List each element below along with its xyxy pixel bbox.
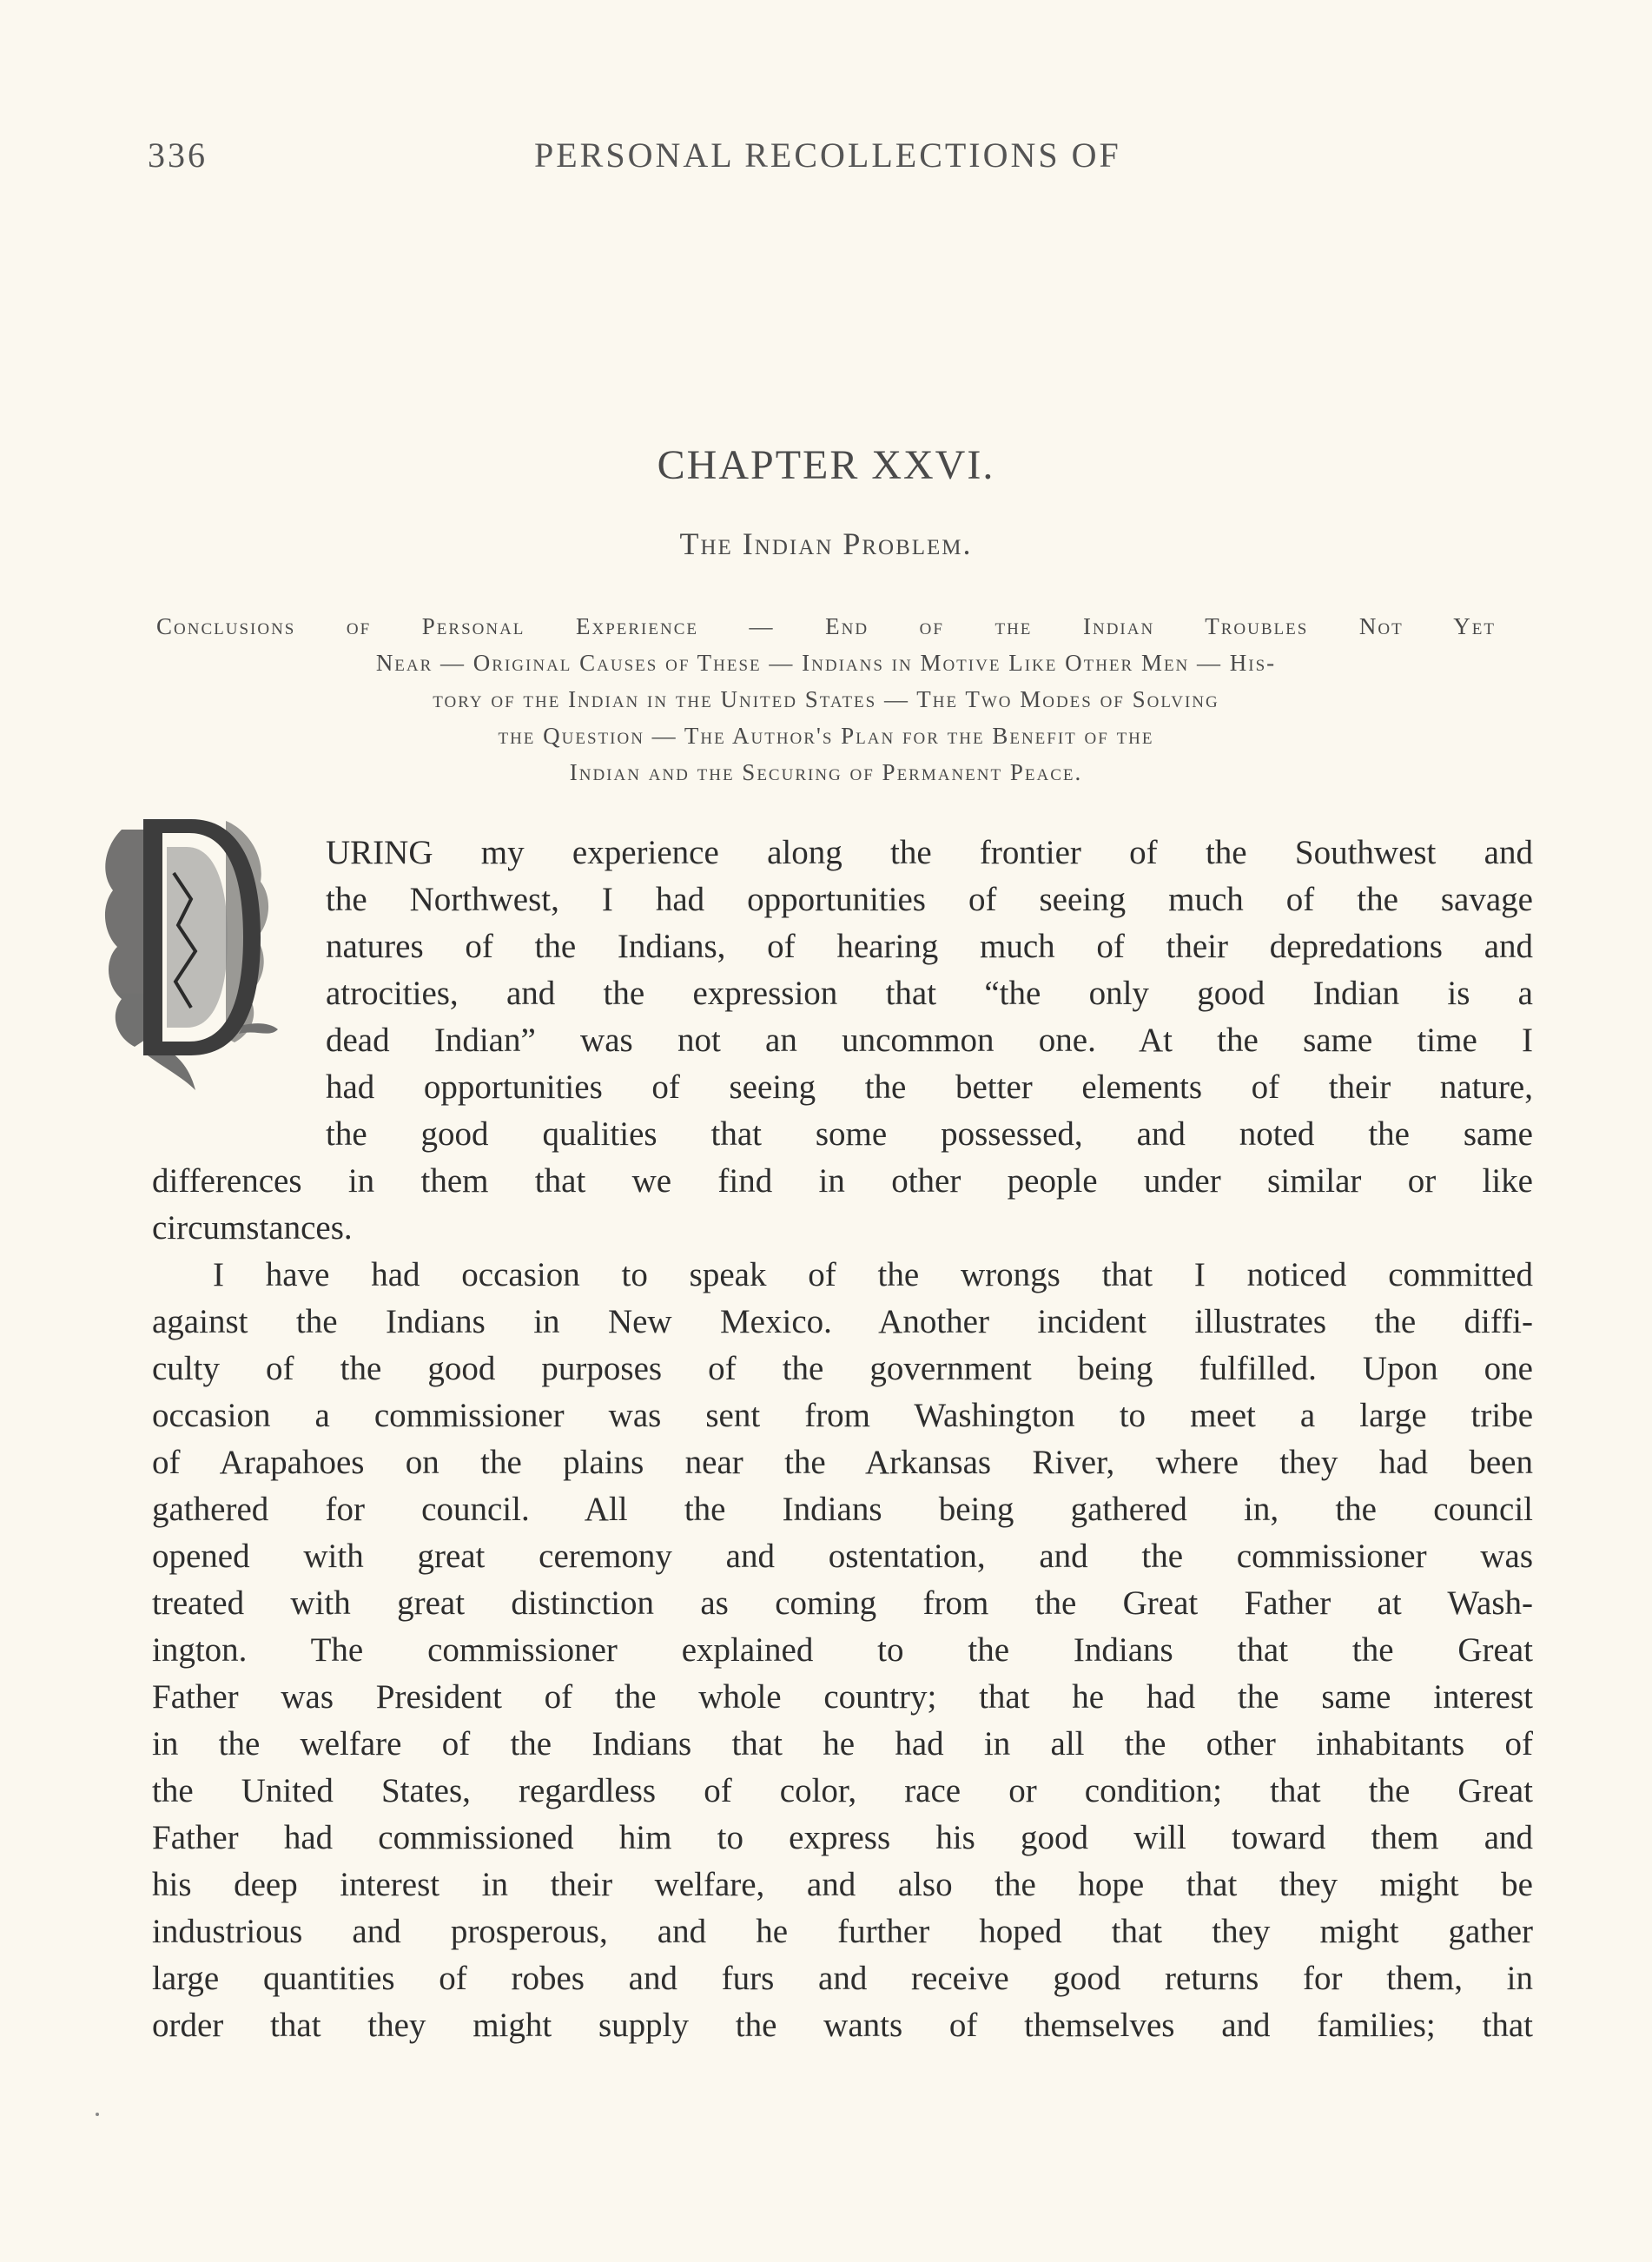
text-line: ington. The commissioner explained to the Indians that the Great (152, 1631, 1533, 1669)
text-line: I have had occasion to speak of the wrongs that I noticed committed (213, 1256, 1533, 1293)
text-line: URING my experience along the frontier of the Southwest and (326, 834, 1533, 871)
synopsis-line: Conclusions of Personal Experience — End of the Indian Troubles Not Yet (156, 613, 1496, 639)
synopsis-line: tory of the Indian in the United States — The Two Modes of Solving (433, 686, 1219, 712)
stray-ink-mark (96, 2113, 99, 2116)
text-line: of Arapahoes on the plains near the Arkansas River, where they had been (152, 1444, 1533, 1481)
text-line: Father had commissioned him to express his good will toward them and (152, 1819, 1533, 1856)
text-line: against the Indians in New Mexico. Another incident illustrates the diffi- (152, 1303, 1533, 1340)
text-line: industrious and prosperous, and he further hoped that they might gather (152, 1913, 1533, 1950)
running-title: PERSONAL RECOLLECTIONS OF (534, 136, 1121, 175)
chapter-number: CHAPTER XXVI. (657, 442, 995, 488)
text-line: dead Indian” was not an uncommon one. At the same time I (326, 1022, 1533, 1059)
text-line: culty of the good purposes of the government being fulfilled. Upon one (152, 1350, 1533, 1387)
text-line: circumstances. (152, 1209, 353, 1247)
text-line: the United States, regardless of color, race or condition; that the Great (152, 1772, 1533, 1809)
text-line: opened with great ceremony and ostentation, and the commissioner was (152, 1538, 1533, 1575)
synopsis-line: the Question — The Author's Plan for the Benefit of the (498, 723, 1154, 749)
text-line: his deep interest in their welfare, and also the hope that they might be (152, 1866, 1533, 1903)
chapter-title: The Indian Problem. (679, 526, 973, 561)
body-text (152, 830, 1533, 2049)
text-line: in the welfare of the Indians that he had in all the other inhabitants of (152, 1725, 1533, 1763)
text-line: treated with great distinction as coming from the Great Father at Wash- (152, 1584, 1533, 1622)
chapter-synopsis (0, 608, 1652, 790)
text-line: differences in them that we find in other people under similar or like (152, 1162, 1533, 1200)
text-line: gathered for council. All the Indians being gathered in, the council (152, 1491, 1533, 1528)
synopsis-line: Indian and the Securing of Permanent Peace. (569, 759, 1083, 785)
text-line: atrocities, and the expression that “the only good Indian is a (326, 975, 1533, 1012)
page-number: 336 (148, 136, 208, 175)
running-head (148, 135, 1537, 178)
text-line: large quantities of robes and furs and receive good returns for them, in (152, 1960, 1533, 1997)
text-line: order that they might supply the wants of themselves and families; that (152, 2007, 1533, 2044)
synopsis-line: Near — Original Causes of These — Indians in Motive Like Other Men — His- (375, 650, 1277, 676)
text-line: the good qualities that some possessed, and noted the same (326, 1115, 1533, 1153)
text-line: Father was President of the whole country; that he had the same interest (152, 1678, 1533, 1716)
text-line: had opportunities of seeing the better elements of their nature, (326, 1068, 1533, 1106)
text-line: occasion a commissioner was sent from Washington to meet a large tribe (152, 1397, 1533, 1434)
text-line: natures of the Indians, of hearing much of their depredations and (326, 928, 1533, 965)
text-line: the Northwest, I had opportunities of seeing much of the savage (326, 881, 1533, 918)
